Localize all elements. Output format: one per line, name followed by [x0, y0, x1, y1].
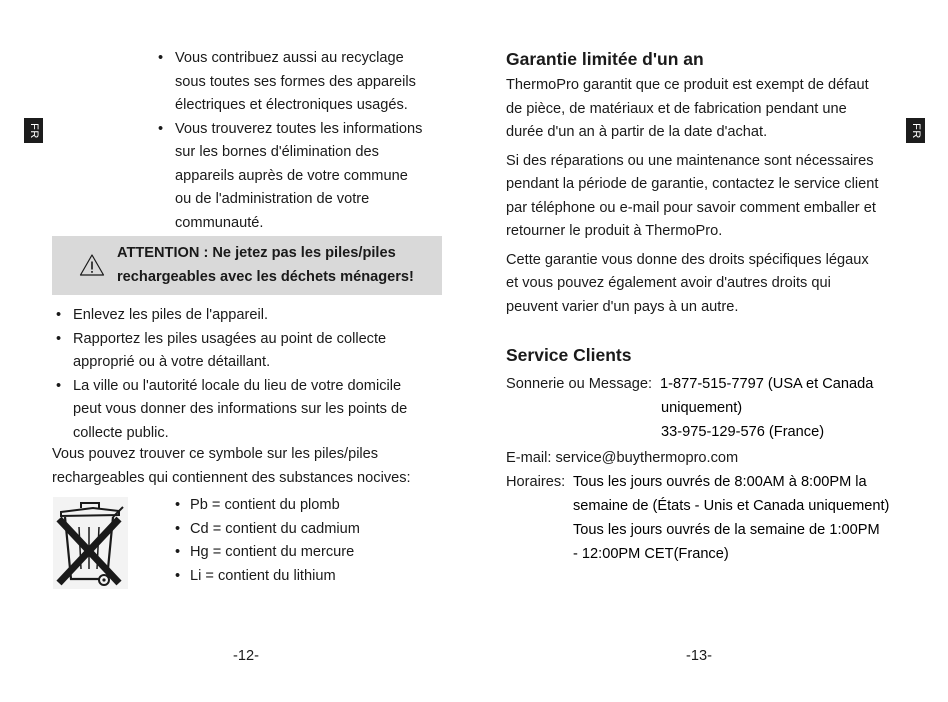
paragraph: [506, 249, 916, 320]
list-item: • Cd = contient du cadmium: [190, 518, 440, 542]
list-line: La ville ou l'autorité locale du lieu de votre domicile: [73, 377, 402, 394]
list-line: électriques et électroniques usagés.: [175, 97, 408, 113]
paragraph-line: Cette garantie vous donne des droits spécifiques légaux: [506, 251, 869, 268]
hours-line: semaine de (États - Unis et Canada uniquement): [573, 498, 890, 514]
page-number: -13-: [686, 648, 712, 664]
list-item: [175, 47, 465, 118]
email-contact: [506, 447, 916, 471]
list-line: Rapportez les piles usagées au point de collecte: [73, 330, 387, 347]
hours-line: - 12:00PM CET(France): [573, 546, 729, 562]
paragraph-line: par téléphone ou e-mail pour savoir comment emballer et: [506, 199, 876, 216]
list-item: [73, 304, 453, 328]
list-item: • Li = contient du lithium: [190, 565, 440, 589]
list-line: Vous trouverez toutes les informations: [175, 120, 423, 137]
service-heading: Service Clients: [506, 345, 632, 365]
battery-bullet-list: [73, 304, 453, 445]
paragraph-line: ThermoPro garantit que ce produit est exempt de défaut: [506, 77, 869, 93]
hours-contact: [506, 471, 916, 567]
paragraph-line: Si des réparations ou une maintenance sont nécessaires: [506, 152, 874, 169]
symbol-paragraph: [52, 443, 462, 490]
page-right: [474, 0, 948, 702]
paragraph-line: pendant la période de garantie, contactez le service client: [506, 176, 879, 192]
phone-region-note: uniquement): [661, 400, 743, 416]
list-line: sur les bornes d'élimination des: [175, 144, 379, 160]
paragraph-line: rechargeables qui contiennent des substances nocives:: [52, 469, 411, 486]
attention-line: rechargeables avec les déchets ménagers!: [117, 269, 414, 285]
hours-line: Tous les jours ouvrés de 8:00AM à 8:00PM la: [573, 474, 867, 490]
paragraph-line: peuvent varier d'un pays à un autre.: [506, 298, 739, 315]
attention-line: ATTENTION : Ne jetez pas les piles/piles: [117, 245, 396, 261]
attention-notice: [52, 236, 442, 295]
attention-text: [117, 241, 437, 289]
warning-triangle-icon: [79, 253, 105, 277]
list-line: ou de l'administration de votre: [175, 191, 370, 207]
email-line: E-mail: service@buythermopro.com: [506, 450, 739, 466]
list-line: collecte public.: [73, 424, 169, 441]
list-item: [175, 118, 465, 236]
hours-label: Horaires:: [506, 474, 566, 490]
list-line: communauté.: [175, 214, 264, 231]
warranty-text: [506, 74, 916, 319]
phone-number-france: 33-975-129-576 (France): [661, 424, 825, 440]
list-line: Enlevez les piles de l'appareil.: [73, 307, 269, 323]
list-line: appareils auprès de votre commune: [175, 167, 408, 184]
paragraph-line: Vous pouvez trouver ce symbole sur les piles/piles: [52, 446, 379, 462]
list-line: approprié ou à votre détaillant.: [73, 354, 271, 370]
paragraph-line: et vous pouvez également avoir d'autres droits qui: [506, 275, 831, 291]
list-item: • Pb = contient du plomb: [190, 494, 440, 518]
list-line: peut vous donner des informations sur les points de: [73, 401, 408, 417]
language-tab-left: [24, 118, 43, 143]
list-item: [73, 375, 453, 446]
paragraph: [506, 74, 916, 145]
crossed-out-wheelie-bin-icon: [53, 497, 128, 589]
page-number: -12-: [233, 648, 259, 664]
paragraph: [506, 150, 916, 244]
phone-contact: [506, 373, 916, 445]
recycling-bullet-list: [175, 47, 465, 235]
phone-label: Sonnerie ou Message:: [506, 376, 653, 392]
warranty-heading: Garantie limitée d'un an: [506, 49, 704, 69]
language-tab-label: FR: [909, 122, 922, 139]
list-line: Vous contribuez aussi au recyclage: [175, 50, 404, 66]
substance-list: [190, 494, 440, 588]
list-item: • Hg = contient du mercure: [190, 541, 440, 565]
paragraph-line: de pièce, de matériaux et de fabrication pendant une: [506, 100, 847, 117]
hours-line: Tous les jours ouvrés de la semaine de 1:00PM: [573, 522, 880, 538]
language-tab-label: FR: [27, 122, 40, 139]
paragraph-line: retourner le produit à ThermoPro.: [506, 223, 723, 239]
list-line: sous toutes ses formes des appareils: [175, 73, 416, 90]
paragraph-line: durée d'un an à partir de la date d'achat.: [506, 124, 768, 140]
list-item: [73, 328, 453, 375]
phone-number-usa: 1-877-515-7797 (USA et Canada: [660, 376, 874, 392]
